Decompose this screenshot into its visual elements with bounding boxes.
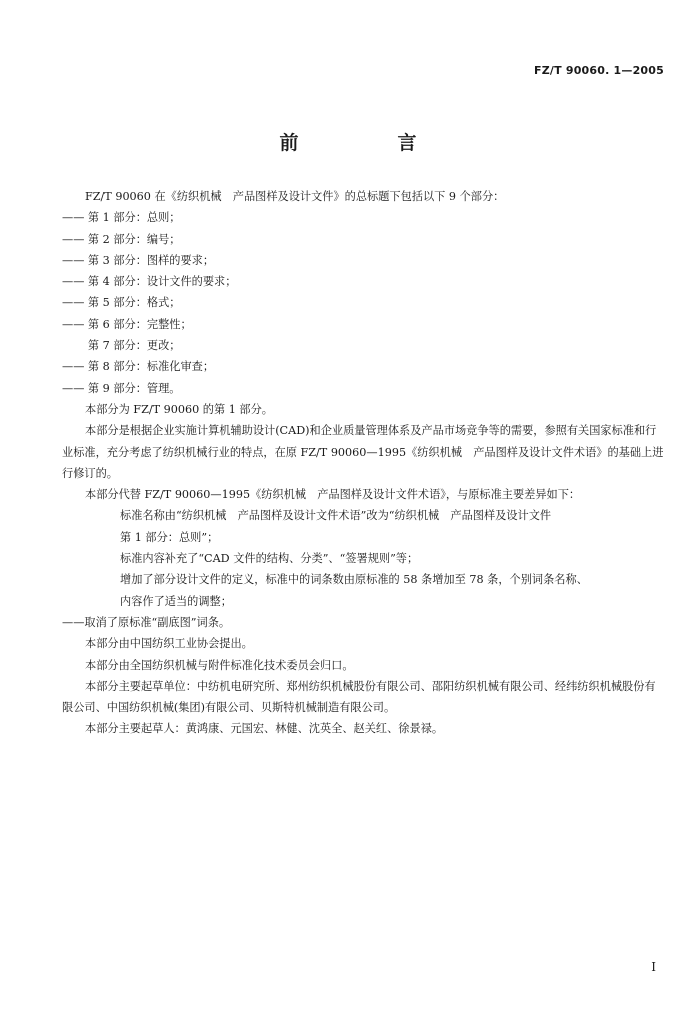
foreword-paragraph: 增加了部分设计文件的定义，标准中的词条数由原标准的 58 条增加至 78 条，个别词条名称、: [120, 573, 588, 587]
standard-code: FZ/T 90060. 1—2005: [534, 64, 664, 77]
foreword-paragraph: 标准内容补充了“CAD 文件的结构、分类”、“签署规则”等；: [120, 552, 419, 566]
foreword-paragraph: —— 第 6 部分：完整性；: [62, 317, 192, 331]
foreword-paragraph: 本部分主要起草单位：中纺机电研究所、郑州纺织机械股份有限公司、邵阳纺织机械有限公司、经纬纺织机械股份有限公司、中国纺织机械(集团)有限公司、贝斯特机械制造有限公司。: [62, 679, 656, 715]
foreword-paragraph: 内容作了适当的调整；: [120, 594, 232, 608]
foreword-paragraph: ——取消了原标准“副底图”词条。: [62, 615, 231, 629]
page-title: 前 言: [279, 132, 457, 154]
foreword-paragraph: 本部分为 FZ/T 90060 的第 1 部分。: [85, 402, 273, 416]
foreword-paragraph: 本部分由全国纺织机械与附件标准化技术委员会归口。: [85, 658, 354, 672]
foreword-paragraph: 第 1 部分：总则”；: [120, 530, 219, 544]
foreword-paragraph: —— 第 8 部分：标准化审查；: [62, 360, 215, 374]
foreword-paragraph: 标准名称由“纺织机械 产品图样及设计文件术语”改为“纺织机械 产品图样及设计文件: [120, 509, 552, 523]
foreword-paragraph: —— 第 3 部分：图样的要求；: [62, 253, 215, 267]
foreword-paragraph: 本部分主要起草人：黄鸿康、元国宏、林健、沈英全、赵关红、徐景禄。: [85, 722, 444, 736]
foreword-paragraph: —— 第 4 部分：设计文件的要求；: [62, 275, 237, 289]
foreword-paragraph: FZ/T 90060 在《纺织机械 产品图样及设计文件》的总标题下包括以下 9 个部分：: [85, 190, 505, 203]
page-number: I: [651, 960, 656, 974]
foreword-body: [62, 186, 666, 740]
foreword-paragraph: —— 第 1 部分：总则；: [62, 211, 181, 225]
foreword-paragraph: 本部分由中国纺织工业协会提出。: [85, 637, 253, 651]
foreword-paragraph: 本部分是根据企业实施计算机辅助设计(CAD)和企业质量管理体系及产品市场竞争等的需要，参照有关国家标准和行业标准，充分考虑了纺织机械行业的特点，在原 FZ/T 90060—1995《纺织机械 产品图样及设计文件术语》的基础上进行修订的。: [62, 424, 664, 480]
foreword-paragraph: —— 第 2 部分：编号；: [62, 232, 181, 246]
foreword-paragraph: —— 第 9 部分：管理。: [62, 381, 181, 395]
foreword-paragraph: —— 第 5 部分：格式；: [62, 296, 181, 310]
foreword-paragraph: 本部分代替 FZ/T 90060—1995《纺织机械 产品图样及设计文件术语》，与原标准主要差异如下：: [85, 488, 581, 502]
foreword-paragraph: 第 7 部分：更改；: [62, 339, 181, 353]
